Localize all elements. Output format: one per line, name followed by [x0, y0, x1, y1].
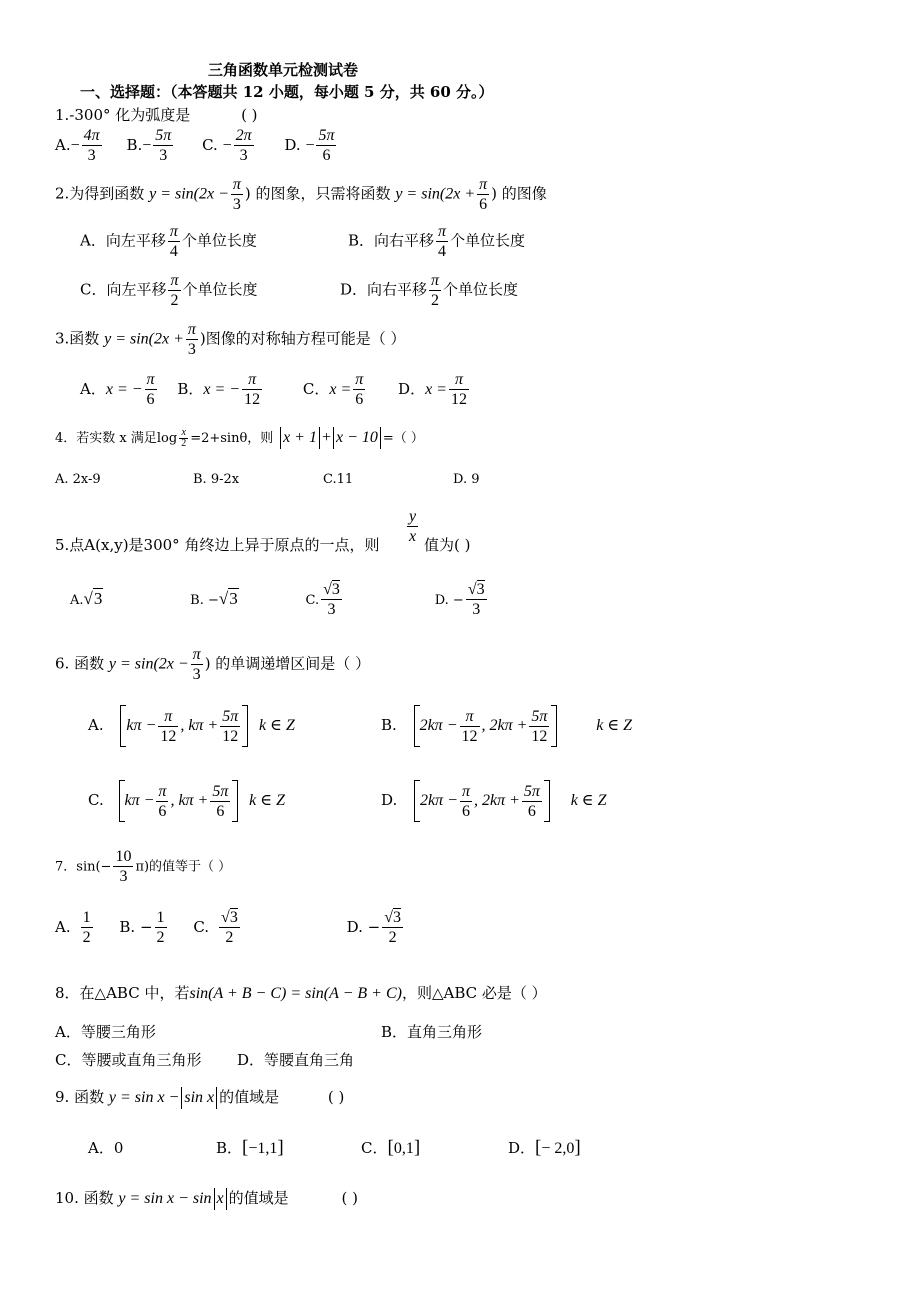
- q7-option-d: D. − $\frac{√3}{2}$: [346, 909, 401, 946]
- question-8-stem: 8．在△ABC 中，若sin(A + B − C) = sin(A − B + C)，则△ABC 必是（ ）: [55, 984, 547, 1002]
- q4-option-b: B. 9-2x: [193, 472, 240, 487]
- question-3-stem: 3.函数 y = sin(2x + $\frac{\pi}{3}$ )图像的对称轴方程可能是（ ）: [55, 321, 406, 358]
- question-7-options: [55, 908, 405, 947]
- q2-option-a: A．向左平移 $\frac{\pi}{4}$ 个单位长度: [80, 223, 257, 260]
- q6-option-c: C. kπ − $\frac{\pi}{6}$ , kπ + $\frac{5\pi}{6}$ k ∈ Z: [88, 780, 285, 822]
- question-5-stem-end: 值为( ): [424, 536, 471, 554]
- q5-option-c: C. $\frac{√3}{3}$: [305, 581, 340, 618]
- section-heading: 一、选择题：（本答题共 12 小题，每小题 5 分，共 60 分。）: [80, 83, 494, 101]
- question-1-options: [55, 126, 338, 165]
- q8-option-d: D．等腰直角三角: [237, 1051, 355, 1069]
- q1-option-c: C. − $\frac{2\pi}{3}$: [202, 127, 252, 164]
- q4-option-c: C.11: [323, 472, 354, 487]
- q1-option-d: D. − $\frac{5\pi}{6}$: [284, 127, 335, 164]
- q8-option-b: B．直角三角形: [381, 1023, 483, 1041]
- q7-option-b: B. − $\frac{1}{2}$: [119, 909, 165, 946]
- question-5-options: [70, 580, 489, 619]
- q7-option-a: A. $\frac{1}{2}$: [55, 909, 91, 946]
- q9-option-d: D．[− 2,0]: [508, 1137, 581, 1158]
- q3-option-c: C．x = $\frac{\pi}{6}$: [302, 371, 364, 408]
- q5-option-b: B. −√3: [190, 588, 238, 608]
- question-10-stem: 10. 函数 y = sin x − sin x 的值域是 ( ): [55, 1188, 358, 1210]
- q3-option-b: B．x = − $\frac{\pi}{12}$: [177, 371, 261, 408]
- q5-option-d: D. − $\frac{√3}{3}$: [434, 581, 485, 618]
- q6-option-b: B. 2kπ − $\frac{\pi}{12}$ , 2kπ + $\frac{5\pi}{12}$ k ∈ Z: [381, 705, 632, 747]
- q1-text: 1.-300° 化为弧度是: [55, 106, 191, 124]
- q6-option-d: D. 2kπ − $\frac{\pi}{6}$ , 2kπ + $\frac{5\pi}{6}$ k ∈ Z: [381, 780, 607, 822]
- q9-option-a: A．0: [88, 1139, 124, 1157]
- page-title: 三角函数单元检测试卷: [208, 61, 359, 79]
- q1-option-a: A.− $\frac{4\pi}{3}$: [55, 127, 100, 164]
- q7-option-c: C. $\frac{√3}{2}$: [193, 909, 238, 946]
- q4-option-a: A. 2x-9: [55, 472, 101, 487]
- q8-option-a: A．等腰三角形: [55, 1023, 156, 1041]
- q8-option-c: C．等腰或直角三角形: [55, 1051, 202, 1069]
- q3-option-a: A．x = − $\frac{\pi}{6}$: [80, 371, 155, 408]
- question-7-stem: 7．sin(− $\frac{10}{3}$ π)的值等于（ ）: [55, 848, 232, 885]
- q3-option-d: D．x = $\frac{\pi}{12}$: [398, 371, 467, 408]
- question-1-stem: [55, 105, 258, 125]
- q9-option-b: B．[−1,1]: [216, 1137, 284, 1158]
- q6-option-a: A. kπ − $\frac{\pi}{12}$ , kπ + $\frac{5\pi}{12}$ k ∈ Z: [88, 705, 295, 747]
- question-9-stem: 9. 函数 y = sin x − sin x 的值域是 ( ): [55, 1087, 344, 1109]
- q9-option-c: C．[0,1]: [361, 1137, 421, 1158]
- question-6-stem: 6. 函数 y = sin(2x − $\frac{\pi}{3}$ ) 的单调递增区间是（ ）: [55, 646, 371, 683]
- q5-option-a: A.√3: [70, 588, 103, 608]
- q5-fraction-y-over-x: $\frac{y}{x}$: [409, 508, 417, 545]
- q2-option-c: C．向左平移 $\frac{\pi}{2}$ 个单位长度: [80, 272, 258, 309]
- question-4-stem: 4．若实数 x 满足log $\frac{x}{2}$ =2+sinθ，则 x + 1 + x − 10 =（ ）: [55, 427, 424, 449]
- question-5-stem-start: 5.点A(x,y)是300° 角终边上异于原点的一点，则: [55, 536, 380, 554]
- question-3-options: [80, 370, 471, 409]
- q1-answer-paren: ( ): [241, 106, 258, 124]
- q2-option-d: D．向右平移 $\frac{\pi}{2}$ 个单位长度: [340, 272, 519, 309]
- q1-option-b: B.− $\frac{5\pi}{3}$: [126, 127, 172, 164]
- q2-option-b: B．向右平移 $\frac{\pi}{4}$ 个单位长度: [348, 223, 526, 260]
- question-2-stem: 2.为得到函数 y = sin(2x − $\frac{\pi}{3}$ ) 的图象，只需将函数 y = sin(2x + $\frac{\pi}{6}$ ) 的图像: [55, 176, 547, 213]
- q4-option-d: D. 9: [453, 472, 480, 487]
